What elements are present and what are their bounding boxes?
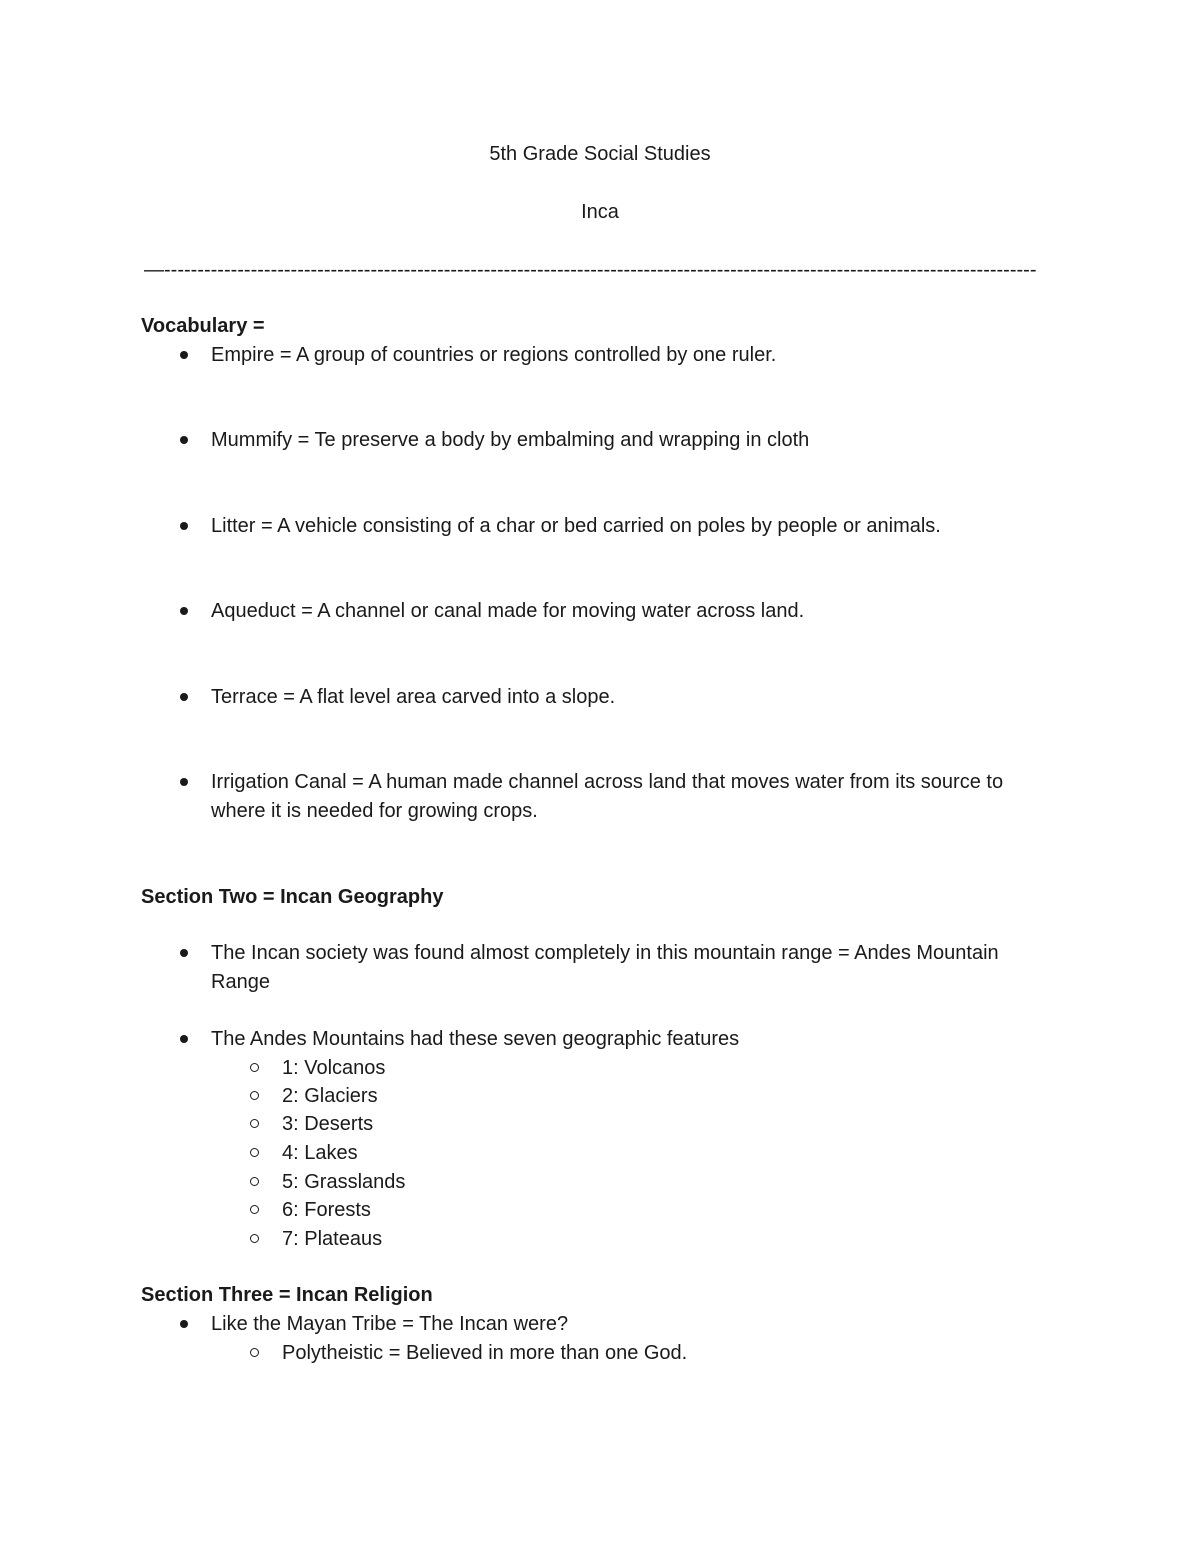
bullet-icon	[180, 949, 188, 957]
feature-item	[250, 1168, 950, 1196]
vocab-item-text: Irrigation Canal = A human made channel across land that moves water from its source to where it is needed for growing crops.	[211, 771, 1004, 822]
circle-bullet-icon	[250, 1148, 259, 1157]
religion-item-text: Like the Mayan Tribe = The Incan were?	[211, 1313, 569, 1335]
section-two-heading: Section Two = Incan Geography	[141, 886, 444, 908]
feature-item	[250, 1110, 950, 1138]
circle-bullet-icon	[250, 1205, 259, 1214]
divider-line: —-----------------------------------------------------------------------------------------------------------------------------------	[144, 259, 1037, 281]
topic-title: Inca	[581, 201, 619, 223]
feature-item-text: 2: Glaciers	[282, 1085, 378, 1107]
feature-item-text: 6: Forests	[282, 1199, 371, 1221]
feature-item	[250, 1054, 950, 1082]
feature-item-text: 3: Deserts	[282, 1113, 374, 1135]
circle-bullet-icon	[250, 1091, 259, 1100]
feature-item	[250, 1196, 950, 1224]
geography-item-text: The Andes Mountains had these seven geographic features	[211, 1028, 740, 1050]
bullet-icon	[180, 436, 188, 444]
circle-bullet-icon	[250, 1348, 259, 1357]
circle-bullet-icon	[250, 1119, 259, 1128]
vocab-item-text: Aqueduct = A channel or canal made for moving water across land.	[211, 600, 805, 622]
bullet-icon	[180, 351, 188, 359]
feature-item-text: 4: Lakes	[282, 1142, 358, 1164]
section-three-heading: Section Three = Incan Religion	[141, 1284, 433, 1306]
geography-item-text: The Incan society was found almost completely in this mountain range = Andes Mountain Range	[211, 942, 999, 993]
feature-item	[250, 1139, 950, 1167]
vocab-item-text: Mummify = Te preserve a body by embalming and wrapping in cloth	[211, 429, 810, 451]
bullet-icon	[180, 1320, 188, 1328]
feature-item	[250, 1225, 950, 1253]
circle-bullet-icon	[250, 1177, 259, 1186]
vocab-item-text: Empire = A group of countries or regions controlled by one ruler.	[211, 344, 777, 366]
vocabulary-heading: Vocabulary =	[141, 315, 265, 337]
circle-bullet-icon	[250, 1234, 259, 1243]
religion-sub-item	[250, 1339, 950, 1367]
circle-bullet-icon	[250, 1063, 259, 1072]
feature-item-text: 5: Grasslands	[282, 1171, 406, 1193]
religion-sub-item-text: Polytheistic = Believed in more than one God.	[282, 1342, 688, 1364]
feature-item-text: 1: Volcanos	[282, 1057, 386, 1079]
bullet-icon	[180, 522, 188, 530]
feature-item	[250, 1082, 950, 1110]
course-title: 5th Grade Social Studies	[489, 143, 711, 165]
bullet-icon	[180, 607, 188, 615]
bullet-icon	[180, 693, 188, 701]
bullet-icon	[180, 778, 188, 786]
vocab-item-text: Terrace = A flat level area carved into a slope.	[211, 686, 616, 708]
vocab-item-text: Litter = A vehicle consisting of a char or bed carried on poles by people or animals.	[211, 515, 941, 537]
bullet-icon	[180, 1035, 188, 1043]
feature-item-text: 7: Plateaus	[282, 1228, 383, 1250]
